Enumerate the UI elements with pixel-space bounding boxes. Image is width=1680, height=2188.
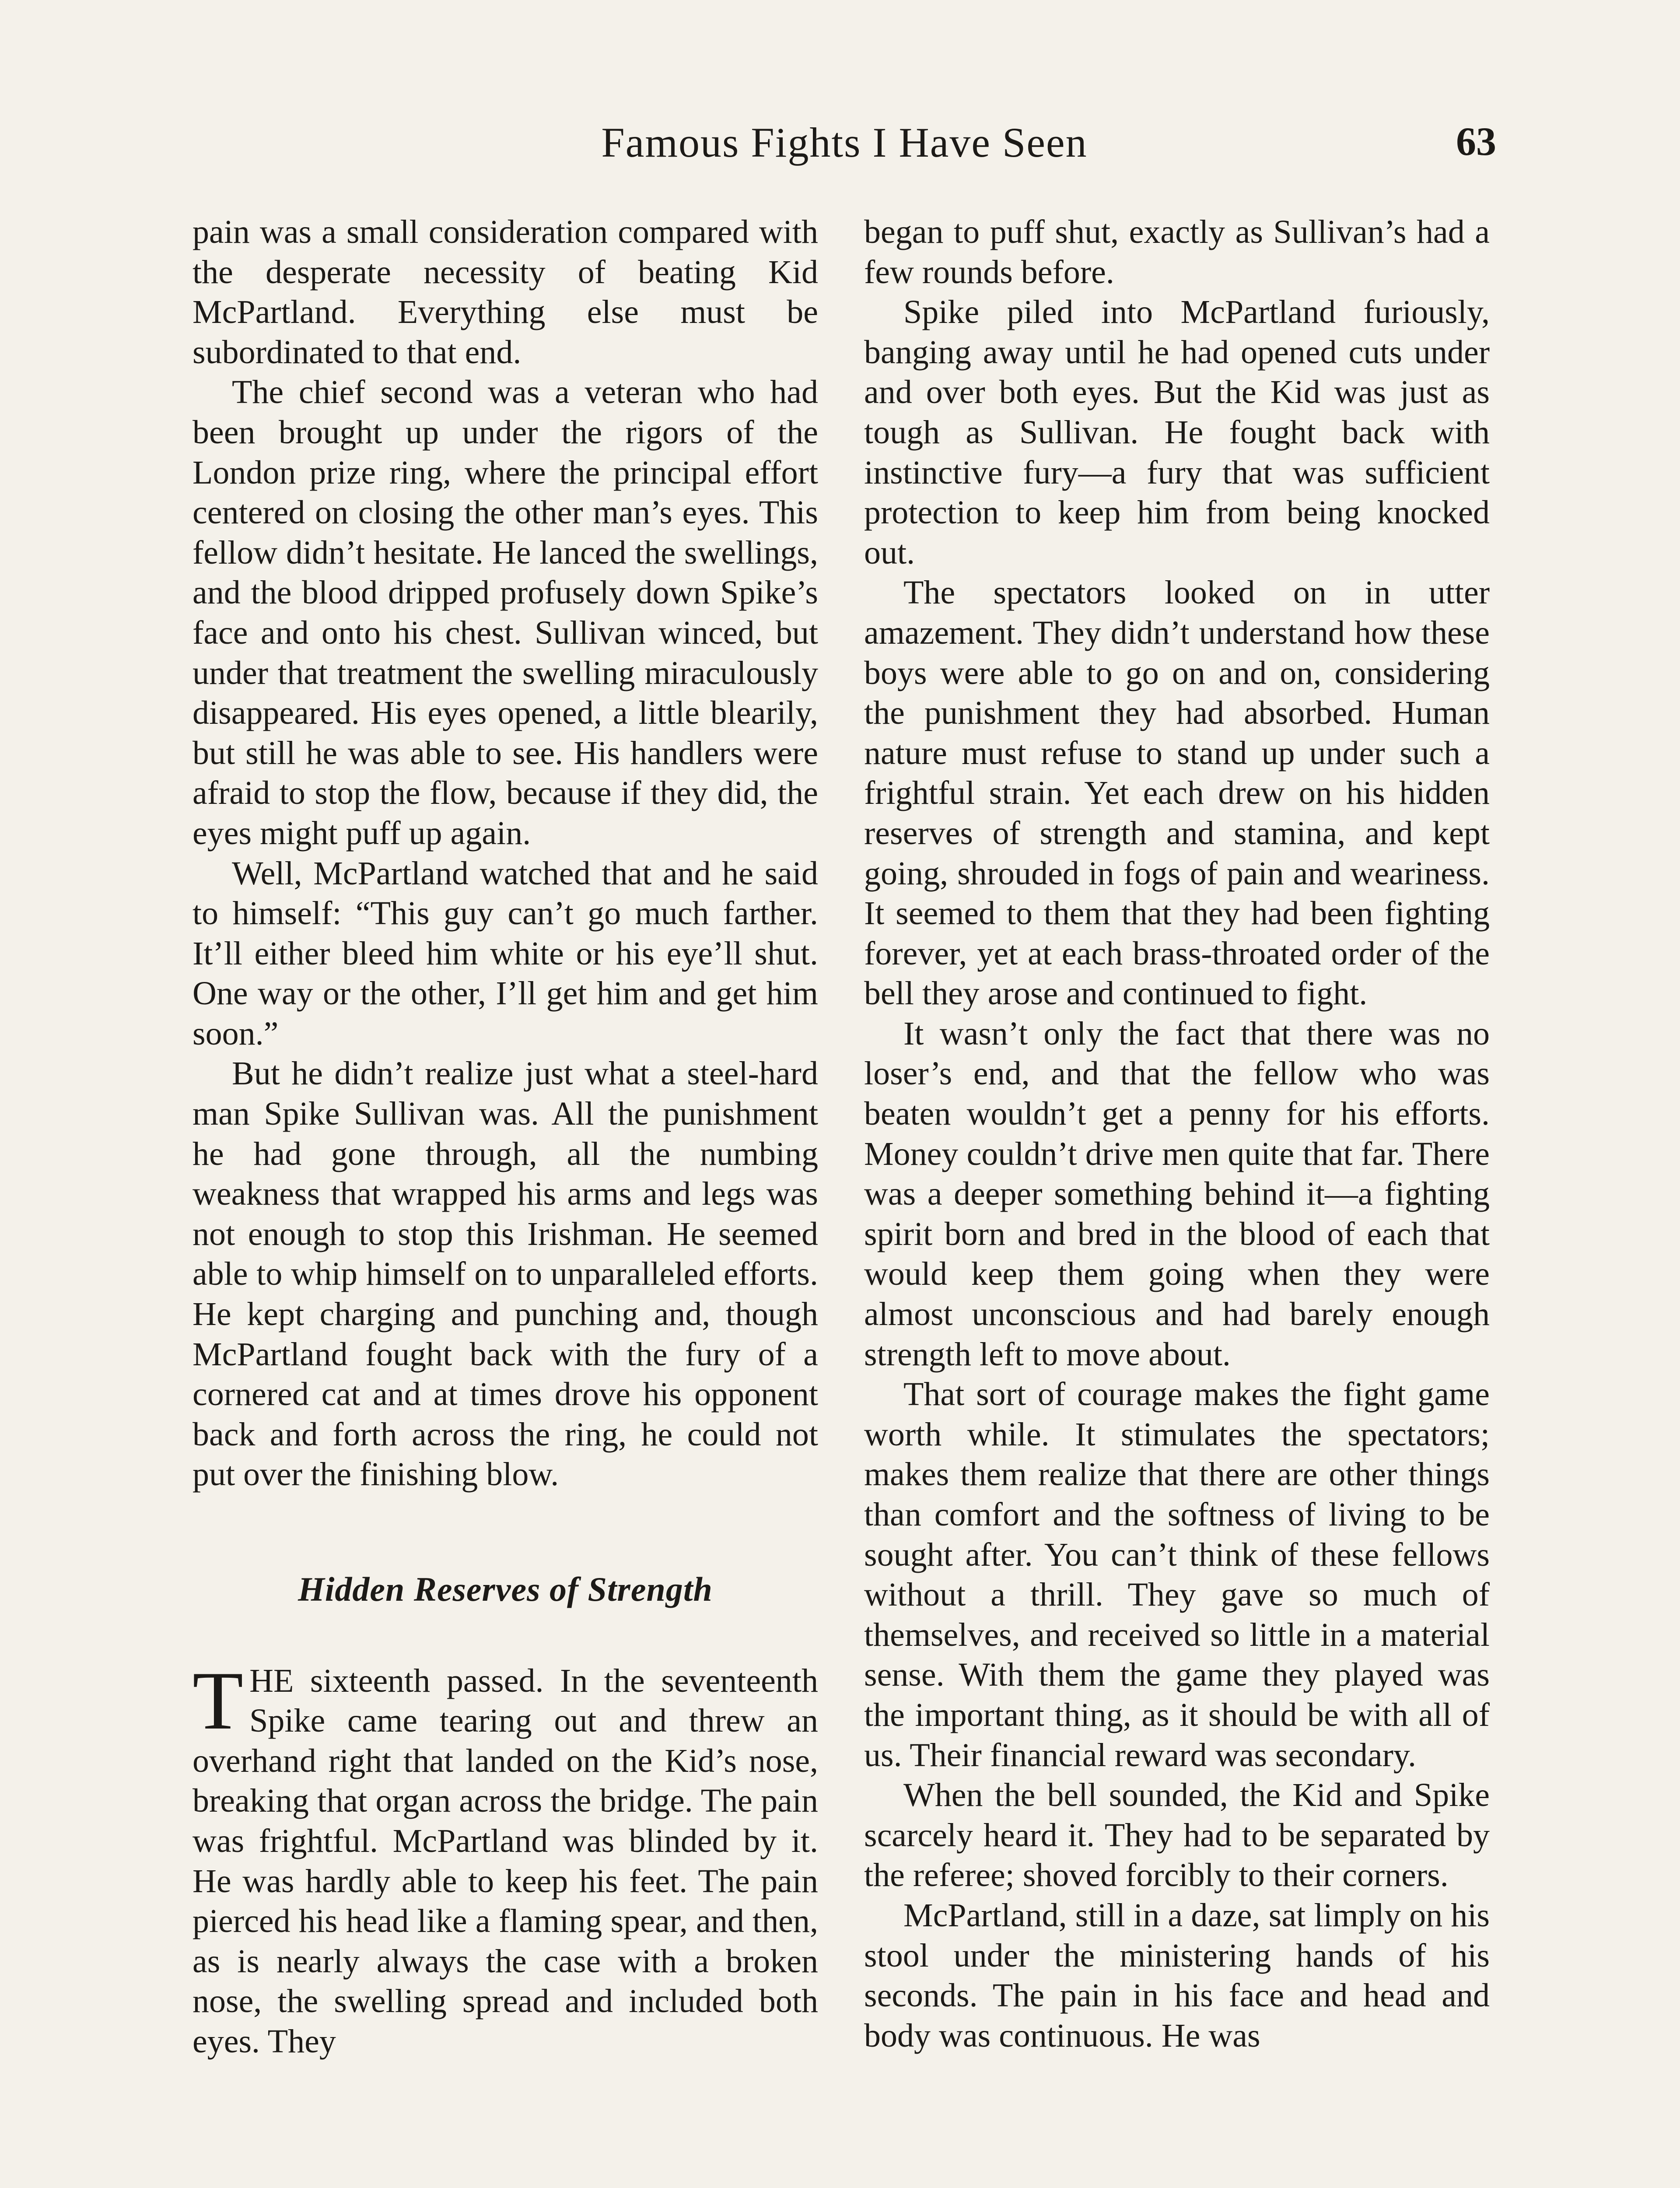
paragraph: When the bell sounded, the Kid and Spike scarcely heard it. They had to be separated by the referee; shoved forcibly to their corners. [864,1777,1490,1894]
right-column [864,212,1490,2056]
paragraph: The chief second was a veteran who had been brought up under the rigors of the London prize ring, where the principal effort centered on closing the other man’s eyes. This fellow didn’t hesitate. He lanced the swellings, and the blood dripped profusely down Spike’s face and onto his chest. Sullivan winced, but under that treatment the swelling miraculously disappeared. His eyes opened, a little blearily, but still he was able to see. His handlers were afraid to stop the flow, because if they did, the eyes might puff up again. [192,374,818,852]
paragraph: Well, McPartland watched that and he said to himself: “This guy can’t go much farther. It’ll either bleed him white or his eye’ll shut. One way or the other, I’ll get him and get him soon.” [192,855,818,1052]
paragraph-with-dropcap [192,1655,818,2062]
section-subheading: Hidden Reserves of Strength [298,1570,713,1608]
drop-cap-letter: T [192,1655,244,1747]
paragraph: McPartland, still in a daze, sat limply on his stool under the ministering hands of his seconds. The pain in his face and head and body was continuous. He was [864,1897,1490,2054]
paragraph: That sort of courage makes the fight game worth while. It stimulates the spectators; makes them realize that there are other things than comfort and the softness of living to be sought after. You can’t think of these fellows without a thrill. They gave so much of themselves, and received so little in a material sense. With them the game they played was the important thing, as it should be with all of us. Their financial reward was secondary. [864,1376,1490,1774]
left-column [192,212,818,2062]
paragraph: The spectators looked on in utter amazement. They didn’t understand how these boys were able to go on and on, considering the punishment they had absorbed. Human nature must refuse to stand up under such a frightful strain. Yet each drew on his hidden reserves of strength and stamina, and kept going, shrouded in fogs of pain and weariness. It seemed to them that they had been fighting forever, yet at each brass-throated order of the bell they arose and continued to fight. [864,574,1490,1012]
running-title: Famous Fights I Have Seen [601,119,1088,166]
paragraph: It wasn’t only the fact that there was no loser’s end, and that the fellow who was beaten wouldn’t get a penny for his efforts. Money couldn’t drive men quite that far. There was a deeper something behind it—a fighting spirit born and bred in the blood of each that would keep them going when they were almost unconscious and had barely enough strength left to move about. [864,1015,1490,1373]
paragraph: began to puff shut, exactly as Sullivan’s had a few rounds before. [864,214,1490,291]
paragraph: pain was a small consideration compared with the desperate necessity of beating Kid McPartland. Everything else must be subordinated to that end. [192,214,818,371]
paragraph: Spike piled into McPartland furiously, banging away until he had opened cuts under and over both eyes. But the Kid was just as tough as Sullivan. He fought back with instinctive fury—a fury that was sufficient protection to keep him from being knocked out. [864,294,1490,571]
running-header [192,118,1496,179]
paragraph: But he didn’t realize just what a steel-hard man Spike Sullivan was. All the punishment he had gone through, all the numbing weakness that wrapped his arms and legs was not enough to stop this Irishman. He seemed able to whip himself on to unparalleled efforts. He kept charging and punching and, though McPartland fought back with the fury of a cornered cat and at times drove his opponent back and forth across the ring, he could not put over the finishing blow. [192,1055,818,1493]
dropcap-paragraph-text: HE sixteenth passed. In the seventeenth Spike came tearing out and threw an overhand right that landed on the Kid’s nose, breaking that organ across the bridge. The pain was frightful. McPartland was blinded by it. He was hardly able to keep his feet. The pain pierced his head like a flaming spear, and then, as is nearly always the case with a broken nose, the swelling spread and included both eyes. They [192,1662,818,2060]
page-number: 63 [1456,119,1496,164]
